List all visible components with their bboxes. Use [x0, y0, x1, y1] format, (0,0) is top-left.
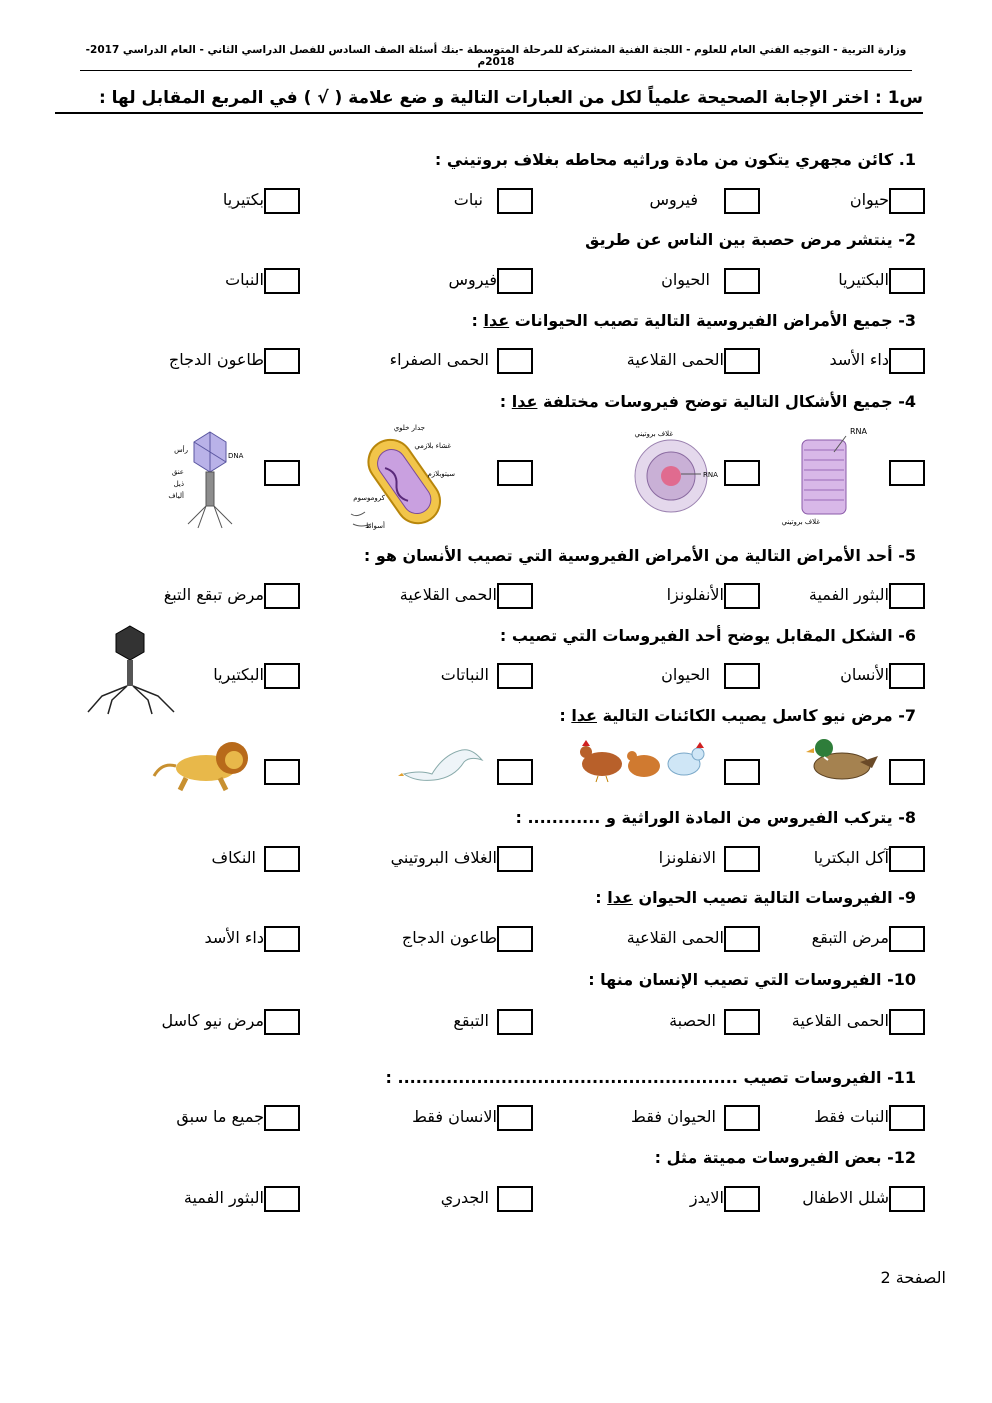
option[interactable]	[530, 581, 760, 611]
option-label: البثور الفمية	[808, 585, 889, 604]
option-label: النباتات	[440, 665, 489, 684]
except-word: عدا	[571, 706, 597, 725]
option-label: آكل البكتريا	[813, 848, 889, 867]
option[interactable]	[530, 1103, 760, 1133]
answer-checkbox[interactable]	[889, 188, 925, 214]
option-label: داء الأسد	[829, 350, 889, 369]
dna-label: DNA	[228, 452, 244, 460]
option[interactable]	[303, 1007, 533, 1037]
option-label: شلل الاطفال	[802, 1188, 889, 1207]
helical-capsid-shape	[802, 436, 846, 514]
answer-checkbox[interactable]	[724, 1105, 760, 1131]
answer-checkbox[interactable]	[724, 188, 760, 214]
answer-checkbox[interactable]	[264, 1105, 300, 1131]
answer-checkbox[interactable]	[497, 348, 533, 374]
options-row-5	[40, 581, 925, 615]
option-label: جميع ما سبق	[176, 1107, 264, 1126]
answer-checkbox[interactable]	[889, 348, 925, 374]
option-label: فيروس	[649, 190, 698, 209]
option-label: البكتيريا	[838, 270, 889, 289]
option[interactable]	[70, 924, 300, 954]
options-row-6	[40, 661, 925, 695]
option-label: بكتيريا	[222, 190, 264, 209]
answer-checkbox[interactable]	[889, 1186, 925, 1212]
capsid-label: غلاف بروتيني	[634, 430, 673, 438]
option-label: نبات	[453, 190, 483, 209]
neck-label: عنق	[171, 468, 184, 476]
option-label: حيوان	[849, 190, 889, 209]
question-2: 2- ينتشر مرض حصبة بين الناس عن طريق	[585, 230, 916, 249]
option-label: الغلاف البروتيني	[390, 848, 497, 867]
capsid-label: غلاف بروتيني	[781, 518, 820, 526]
answer-checkbox[interactable]	[497, 846, 533, 872]
answer-checkbox[interactable]	[889, 268, 925, 294]
option[interactable]	[303, 661, 533, 691]
answer-checkbox[interactable]	[889, 1105, 925, 1131]
question-8: 8- يتركب الفيروس من المادة الوراثية و ............ :	[515, 808, 916, 827]
answer-checkbox[interactable]	[724, 583, 760, 609]
options-row-1	[40, 186, 925, 220]
options-row-2	[40, 266, 925, 300]
option-label: النبات فقط	[814, 1107, 889, 1126]
question-6: 6- الشكل المقابل يوضح أحد الفيروسات التي تصيب :	[499, 626, 916, 645]
option-label: داء الأسد	[204, 928, 264, 947]
answer-checkbox[interactable]	[497, 188, 533, 214]
question-12: 12- بعض الفيروسات مميتة مثل :	[654, 1148, 916, 1167]
answer-checkbox[interactable]	[497, 1186, 533, 1212]
bacterium-image	[345, 418, 455, 534]
page-number: الصفحة 2	[880, 1268, 946, 1287]
option-label: الحمى القلاعية	[626, 928, 724, 947]
answer-checkbox[interactable]	[889, 846, 925, 872]
cytoplasm-label: سيتوبلازم	[427, 470, 455, 478]
question-11: 11- الفيروسات تصيب ........................................................ :	[385, 1068, 916, 1087]
options-row-8	[40, 844, 925, 878]
option-label: فيروس	[448, 270, 497, 289]
answer-checkbox[interactable]	[724, 460, 760, 486]
chickens-image	[572, 736, 722, 784]
section-title: س1 : اختر الإجابة الصحيحة علمياً لكل من العبارات التالية و ضع علامة ( √ ) في المربع المقابل لها :	[55, 88, 923, 114]
answer-checkbox[interactable]	[497, 1009, 533, 1035]
option-label: الحمى الصفراء	[389, 350, 489, 369]
option[interactable]	[70, 186, 300, 216]
answer-checkbox[interactable]	[889, 1009, 925, 1035]
option[interactable]	[303, 581, 533, 611]
option[interactable]	[70, 581, 300, 611]
question-9: 9- الفيروسات التالية تصيب الحيوان عدا :	[595, 888, 916, 907]
option-label: طاعون الدجاج	[168, 350, 264, 369]
option-label: مرض تبقع التبغ	[163, 585, 264, 604]
answer-checkbox[interactable]	[724, 846, 760, 872]
lion-image	[150, 738, 252, 792]
option-label: الحيوان	[661, 665, 710, 684]
rna-label: RNA	[703, 471, 718, 479]
option-label: التبقع	[453, 1011, 489, 1030]
membrane-label: غشاء بلازمي	[414, 442, 451, 450]
answer-checkbox[interactable]	[889, 926, 925, 952]
option[interactable]	[530, 186, 760, 216]
answer-checkbox[interactable]	[264, 663, 300, 689]
question-10: 10- الفيروسات التي تصيب الإنسان منها :	[588, 970, 916, 989]
option[interactable]	[70, 346, 300, 376]
question-5: 5- أحد الأمراض التالية من الأمراض الفيروسية التي تصيب الأنسان هو :	[363, 546, 916, 565]
options-row-9	[40, 924, 925, 958]
answer-checkbox[interactable]	[264, 460, 300, 486]
options-row-3	[40, 346, 925, 380]
option[interactable]	[70, 1184, 300, 1214]
option-label: طاعون الدجاج	[401, 928, 497, 947]
option-label: الانسان فقط	[412, 1107, 497, 1126]
answer-checkbox[interactable]	[889, 460, 925, 486]
except-word: عدا	[483, 311, 510, 330]
duck-image	[806, 734, 882, 784]
option-label: الحصبة	[669, 1011, 716, 1030]
option[interactable]	[303, 1184, 533, 1214]
question-7: 7- مرض نيو كاسل يصيب الكائنات التالية عدا :	[559, 706, 916, 725]
answer-checkbox[interactable]	[497, 663, 533, 689]
option-label: الحمى القلاعية	[626, 350, 724, 369]
option-label: البكتيريا	[213, 665, 264, 684]
option[interactable]	[303, 1103, 533, 1133]
answer-checkbox[interactable]	[497, 460, 533, 486]
option[interactable]	[70, 1007, 300, 1037]
option[interactable]	[530, 346, 760, 376]
option[interactable]	[530, 1184, 760, 1214]
answer-checkbox[interactable]	[889, 759, 925, 785]
options-row-12	[40, 1184, 925, 1218]
answer-checkbox[interactable]	[264, 268, 300, 294]
option-label: الحيوان فقط	[631, 1107, 716, 1126]
except-word: عدا	[607, 888, 633, 907]
option-label: الأنفلونزا	[666, 585, 724, 604]
option[interactable]	[530, 1007, 760, 1037]
option-label: الايدز	[689, 1188, 724, 1207]
answer-checkbox[interactable]	[264, 926, 300, 952]
option[interactable]	[530, 661, 760, 691]
answer-checkbox[interactable]	[264, 759, 300, 785]
option[interactable]	[303, 346, 533, 376]
answer-checkbox[interactable]	[497, 759, 533, 785]
answer-checkbox[interactable]	[724, 1009, 760, 1035]
answer-checkbox[interactable]	[724, 759, 760, 785]
question-1: 1. كائن مجهري يتكون من مادة وراثيه محاطه بغلاف بروتيني :	[434, 150, 916, 169]
goose-image	[398, 742, 490, 788]
bacteriophage-image	[160, 428, 255, 530]
page-header: وزارة التربية - التوجيه الفني العام للعلوم - اللجنة الفنية المشتركة للمرحلة المتوسطة -بنك أسئلة الصف السادس للفصل الدراسي الثاني - العام الدراسي 2017-2018م	[80, 44, 912, 71]
answer-checkbox[interactable]	[724, 926, 760, 952]
option-label: الحمى القلاعية	[399, 585, 497, 604]
option-label: النبات	[225, 270, 264, 289]
option-label: النكاف	[211, 848, 256, 867]
phage-shape	[188, 432, 232, 528]
answer-checkbox[interactable]	[264, 846, 300, 872]
cell-wall-label: جدار خلوي	[393, 424, 425, 432]
answer-checkbox[interactable]	[724, 663, 760, 689]
option[interactable]	[303, 266, 533, 296]
answer-checkbox[interactable]	[497, 268, 533, 294]
answer-checkbox[interactable]	[264, 583, 300, 609]
option-label: الجدري	[440, 1188, 489, 1207]
rna-label: RNA	[850, 427, 868, 436]
answer-checkbox[interactable]	[724, 348, 760, 374]
option[interactable]	[70, 844, 300, 874]
option[interactable]	[303, 186, 533, 216]
question-3: 3- جميع الأمراض الفيروسية التالية تصيب الحيوانات عدا :	[471, 311, 916, 330]
option[interactable]	[530, 844, 760, 874]
fibers-label: ألياف	[168, 492, 184, 500]
answer-checkbox[interactable]	[724, 268, 760, 294]
option[interactable]	[70, 266, 300, 296]
options-row-10	[40, 1007, 925, 1041]
virus-sphere-shape	[635, 440, 707, 512]
option[interactable]	[530, 266, 760, 296]
option-label: الأنسان	[840, 665, 889, 684]
option-label: الحمى القلاعية	[791, 1011, 889, 1030]
chromosome-label: كروموسوم	[353, 494, 385, 502]
answer-checkbox[interactable]	[264, 1009, 300, 1035]
option-label: مرض نيو كاسل	[161, 1011, 264, 1030]
option-label: البثور الفمية	[183, 1188, 264, 1207]
phage-head-shape	[116, 626, 144, 660]
options-row-11	[40, 1103, 925, 1137]
answer-checkbox[interactable]	[724, 1186, 760, 1212]
option-label: الانفلونزا	[658, 848, 716, 867]
tobacco-mosaic-virus-image	[781, 422, 880, 528]
answer-checkbox[interactable]	[264, 188, 300, 214]
question-4: 4- جميع الأشكال التالية توضح فيروسات مختلفة عدا :	[499, 392, 916, 411]
answer-checkbox[interactable]	[889, 663, 925, 689]
except-word: عدا	[511, 392, 538, 411]
head-label: رأس	[174, 446, 188, 454]
answer-checkbox[interactable]	[264, 1186, 300, 1212]
flagella-label: أسواط	[365, 522, 385, 530]
option[interactable]	[303, 844, 533, 874]
spherical-virus-image	[623, 422, 723, 528]
tail-label: ذيل	[173, 480, 184, 488]
option[interactable]	[530, 924, 760, 954]
answer-checkbox[interactable]	[889, 583, 925, 609]
answer-checkbox[interactable]	[264, 348, 300, 374]
option[interactable]	[303, 924, 533, 954]
answer-checkbox[interactable]	[497, 583, 533, 609]
option-label: مرض التبقع	[811, 928, 889, 947]
answer-checkbox[interactable]	[497, 1105, 533, 1131]
option[interactable]	[70, 661, 300, 691]
option[interactable]	[70, 1103, 300, 1133]
answer-checkbox[interactable]	[497, 926, 533, 952]
option-label: الحيوان	[661, 270, 710, 289]
